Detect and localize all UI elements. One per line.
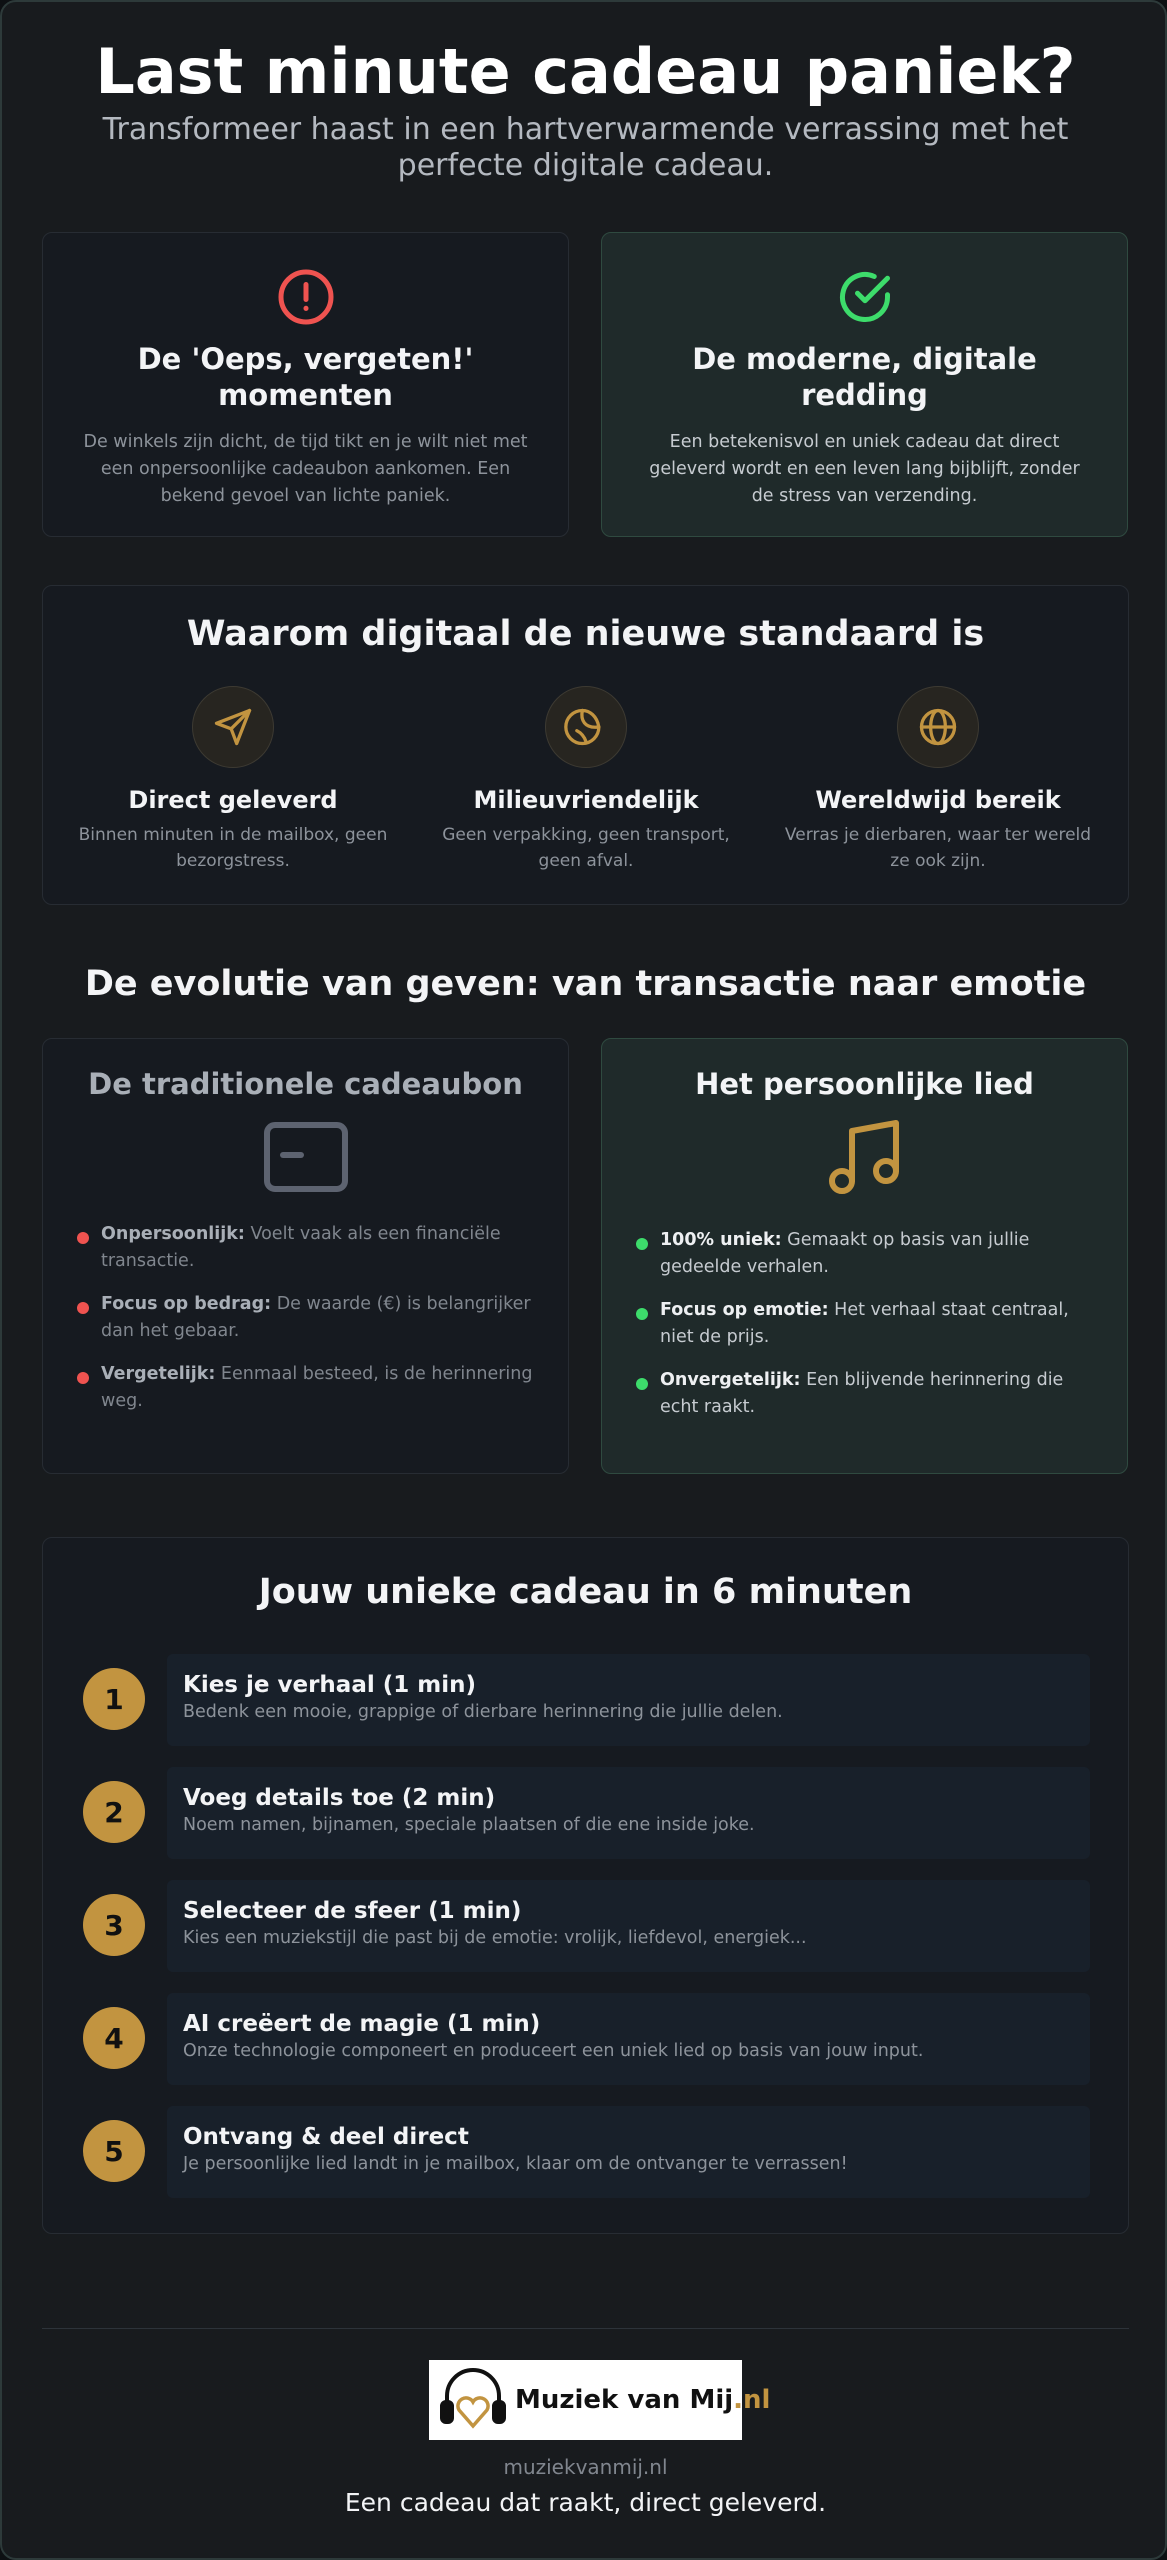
evolution-title: De evolutie van geven: van transactie naar emotie xyxy=(84,964,1087,1004)
footer-divider xyxy=(42,2328,1129,2329)
step-title: AI creëert de magie (1 min) xyxy=(183,2011,541,2037)
bullet-dot xyxy=(636,1378,648,1390)
step-box xyxy=(167,2106,1090,2198)
feature-text: Geen verpakking, geen transport, geen afval. xyxy=(442,825,730,871)
why-digital-title: Waarom digitaal de nieuwe standaard is xyxy=(186,614,985,654)
feature-text: Binnen minuten in de mailbox, geen bezorgstress. xyxy=(78,825,388,871)
step-number: 4 xyxy=(83,2007,145,2069)
step-box xyxy=(167,1654,1090,1746)
bullet-dot xyxy=(636,1238,648,1250)
step-text: Bedenk een mooie, grappige of dierbare herinnering die jullie delen. xyxy=(183,1702,783,1722)
personal-song-card-title: Het persoonlijke lied xyxy=(695,1067,1034,1101)
steps-section xyxy=(42,1537,1129,2234)
solution-card xyxy=(601,232,1128,537)
bullet-dot xyxy=(77,1232,89,1244)
feature-title: Milieuvriendelijk xyxy=(473,786,699,814)
feature-title: Wereldwijd bereik xyxy=(815,786,1061,814)
list-item: Focus op emotie: Het verhaal staat centraal, niet de prijs. xyxy=(634,1297,1097,1351)
feature-title: Direct geleverd xyxy=(128,786,338,814)
music-note-icon xyxy=(602,1115,1127,1201)
bullet-dot xyxy=(636,1308,648,1320)
leaf-icon xyxy=(545,686,627,768)
feature-eco xyxy=(421,686,751,874)
why-digital-section xyxy=(42,585,1129,905)
feature-worldwide xyxy=(773,686,1103,874)
traditional-list xyxy=(43,1221,568,1415)
step-item xyxy=(83,1993,1090,2085)
bullet-dot xyxy=(77,1372,89,1384)
traditional-card-title: De traditionele cadeaubon xyxy=(88,1067,523,1101)
list-item: Focus op bedrag: De waarde (€) is belangrijker dan het gebaar. xyxy=(75,1291,538,1345)
personal-song-list xyxy=(602,1227,1127,1421)
step-number: 2 xyxy=(83,1781,145,1843)
step-item xyxy=(83,1654,1090,1746)
check-circle-icon xyxy=(602,267,1127,327)
step-number: 5 xyxy=(83,2120,145,2182)
gift-card-icon xyxy=(43,1119,568,1195)
step-box xyxy=(167,1767,1090,1859)
list-item: 100% uniek: Gemaakt op basis van jullie gedeelde verhalen. xyxy=(634,1227,1097,1281)
footer-url[interactable]: muziekvanmij.nl xyxy=(503,2455,668,2479)
step-box xyxy=(167,1993,1090,2085)
page-title: Last minute cadeau paniek? xyxy=(95,35,1076,108)
list-item: Onvergetelijk: Een blijvende herinnering die echt raakt. xyxy=(634,1367,1097,1421)
solution-card-title: De moderne, digitale redding xyxy=(692,342,1037,412)
globe-icon xyxy=(897,686,979,768)
feature-text: Verras je dierbaren, waar ter wereld ze ook zijn. xyxy=(784,825,1092,871)
exclamation-circle-icon xyxy=(43,267,568,327)
send-icon xyxy=(192,686,274,768)
step-title: Ontvang & deel direct xyxy=(183,2124,469,2150)
step-title: Voeg details toe (2 min) xyxy=(183,1785,496,1811)
problem-card-title: De 'Oeps, vergeten!' momenten xyxy=(137,342,474,412)
footer-tagline: Een cadeau dat raakt, direct geleverd. xyxy=(344,2488,827,2517)
problem-card xyxy=(42,232,569,537)
step-number: 1 xyxy=(83,1668,145,1730)
step-item xyxy=(83,1880,1090,1972)
step-title: Kies je verhaal (1 min) xyxy=(183,1672,476,1698)
step-text: Noem namen, bijnamen, speciale plaatsen of die ene inside joke. xyxy=(183,1815,755,1835)
personal-song-card xyxy=(601,1038,1128,1474)
list-item: Onpersoonlijk: Voelt vaak als een financiële transactie. xyxy=(75,1221,538,1275)
step-text: Kies een muziekstijl die past bij de emotie: vrolijk, liefdevol, energiek... xyxy=(183,1928,807,1948)
step-number: 3 xyxy=(83,1894,145,1956)
brand-logo[interactable] xyxy=(429,2360,771,2440)
traditional-card xyxy=(42,1038,569,1474)
step-box xyxy=(167,1880,1090,1972)
step-item xyxy=(83,1767,1090,1859)
step-text: Je persoonlijke lied landt in je mailbox, klaar om de ontvanger te verrassen! xyxy=(183,2154,848,2174)
step-title: Selecteer de sfeer (1 min) xyxy=(183,1898,522,1924)
page-subtitle: Transformeer haast in een hartverwarmende verrassing met het perfecte digitale cadeau. xyxy=(102,112,1069,183)
list-item: Vergetelijk: Eenmaal besteed, is de herinnering weg. xyxy=(75,1361,538,1415)
step-item xyxy=(83,2106,1090,2198)
feature-direct xyxy=(68,686,398,874)
bullet-dot xyxy=(77,1302,89,1314)
solution-card-text: Een betekenisvol en uniek cadeau dat direct geleverd wordt en een leven lang bijblijft, zonder de stress van verzending. xyxy=(649,432,1080,506)
problem-card-text: De winkels zijn dicht, de tijd tikt en je wilt niet met een onpersoonlijke cadeaubon aankomen. Een bekend gevoel van lichte paniek. xyxy=(83,432,528,506)
logo-text: Muziek van Mij.nl xyxy=(515,2385,771,2415)
step-text: Onze technologie componeert en produceert een uniek lied op basis van jouw input. xyxy=(183,2041,924,2061)
steps-title: Jouw unieke cadeau in 6 minuten xyxy=(258,1572,913,1612)
headphones-heart-icon xyxy=(437,2362,509,2438)
